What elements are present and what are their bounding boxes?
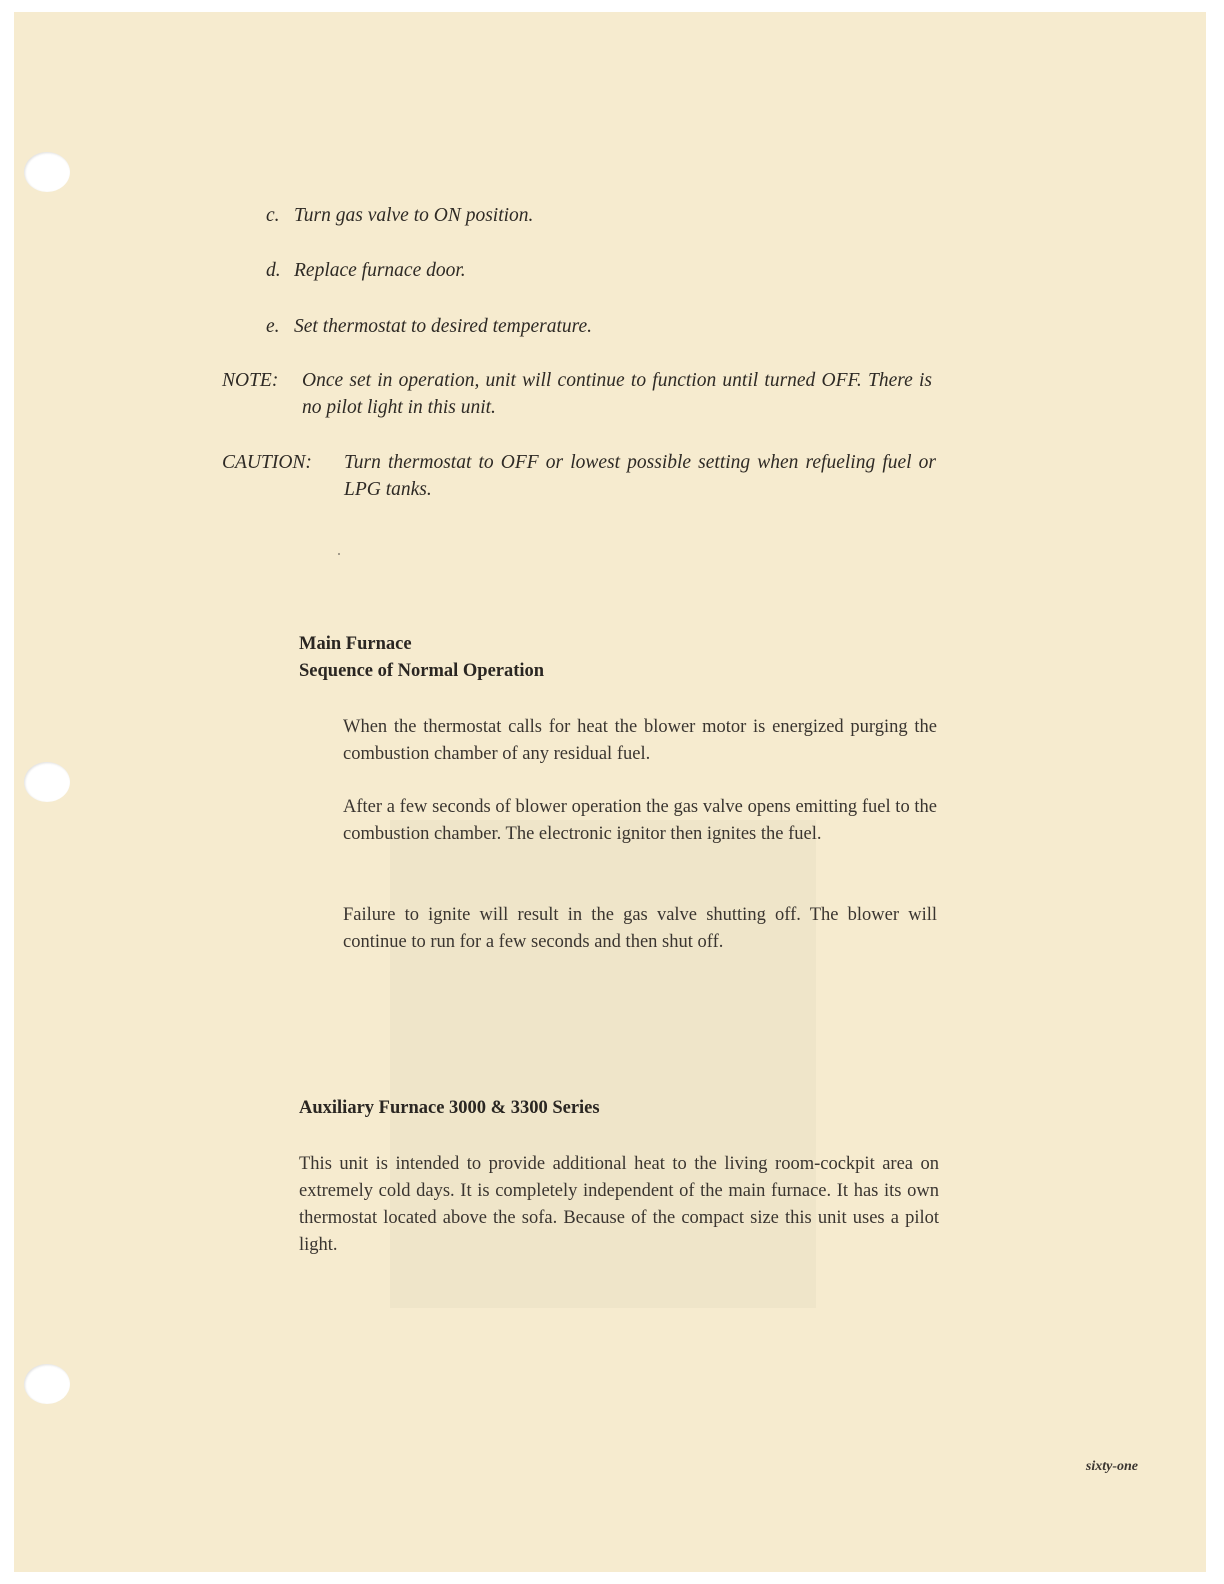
binder-hole-middle [24,762,70,802]
step-d [266,257,466,284]
caution-text: Turn thermostat to OFF or lowest possible setting when refueling fuel or LPG tanks. [344,452,936,500]
note-block [222,367,934,423]
step-c [266,202,533,229]
step-text: Turn gas valve to ON position. [294,205,534,226]
step-text: Set thermostat to desired temperature. [294,316,593,337]
caution-label: CAUTION: [222,452,312,473]
caution-block [222,449,938,505]
main-furnace-subheading: Sequence of Normal Operation [299,661,545,681]
note-label: NOTE: [222,370,279,391]
step-e [266,313,592,340]
binder-hole-bottom [24,1364,70,1404]
step-letter: d. [266,260,281,281]
main-furnace-paragraph-3: Failure to ignite will result in the gas valve shutting off. The blower will continue to run for a few seconds and then shut off. [343,905,937,952]
speck [338,553,340,555]
step-text: Replace furnace door. [294,260,466,281]
auxiliary-furnace-heading: Auxiliary Furnace 3000 & 3300 Series [299,1098,600,1118]
step-letter: e. [266,316,280,337]
binder-hole-top [24,152,70,192]
main-furnace-paragraph-1: When the thermostat calls for heat the blower motor is energized purging the combustion chamber of any residual fuel. [343,717,937,764]
main-furnace-heading: Main Furnace [299,634,412,654]
note-text: Once set in operation, unit will continue to function until turned OFF. There is no pilot light in this unit. [302,370,932,418]
page-number: sixty-one [1085,1459,1138,1474]
main-furnace-paragraph-2: After a few seconds of blower operation the gas valve opens emitting fuel to the combustion chamber. The electronic ignitor then ignites the fuel. [343,797,937,844]
page-sheet [14,12,1206,1572]
step-letter: c. [266,205,280,226]
auxiliary-furnace-paragraph: This unit is intended to provide additional heat to the living room-cockpit area on extremely cold days. It is completely independent of the main furnace. It has its own thermostat located above the sofa. Because of the compact size this unit uses a pilot light. [299,1154,939,1255]
